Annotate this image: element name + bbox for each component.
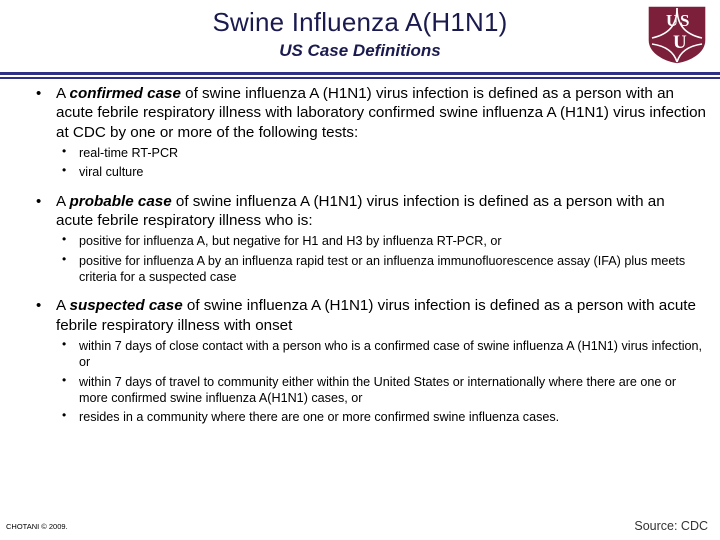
sub-list — [56, 145, 706, 181]
svg-text:U: U — [666, 11, 679, 30]
sub-item-text: within 7 days of close contact with a person who is a confirmed case of swine influenza A (H1N1) virus infection, or — [79, 338, 702, 370]
bullet-icon: • — [36, 297, 42, 315]
page-subtitle: US Case Definitions — [279, 40, 441, 60]
list-item — [56, 233, 706, 249]
svg-text:U: U — [673, 32, 687, 53]
sub-item-text: positive for influenza A, but negative for H1 and H3 by influenza RT-PCR, or — [79, 234, 502, 249]
header-divider — [0, 72, 720, 79]
definition-list — [14, 84, 706, 426]
definition-lead: A — [56, 85, 70, 102]
sub-list — [56, 338, 706, 426]
list-item — [56, 145, 706, 161]
list-item — [14, 192, 706, 286]
sub-list — [56, 233, 706, 285]
definition-text: of swine influenza A (H1N1) virus infection is defined as a person with an acute febrile respiratory illness with laboratory confirmed swine influenza A (H1N1) virus infection at CDC by one or more of the following tests: — [56, 85, 706, 141]
definition-term: probable case — [69, 192, 172, 210]
slide-content — [0, 84, 720, 437]
bullet-icon: • — [62, 163, 67, 178]
definition-lead: A — [56, 297, 70, 315]
bullet-icon: • — [36, 85, 42, 102]
sub-item-text: real-time RT-PCR — [79, 145, 179, 160]
sub-item-text: viral culture — [79, 165, 144, 180]
list-item — [14, 296, 706, 425]
definition-text: of swine influenza A (H1N1) virus infection is defined as a person with an acute febrile respiratory illness who is: — [56, 192, 665, 229]
sub-item-text: resides in a community where there are one or more confirmed swine influenza cases. — [79, 410, 560, 425]
bullet-icon: • — [62, 408, 67, 423]
list-item — [56, 374, 706, 407]
list-item — [14, 84, 706, 181]
bullet-icon: • — [62, 336, 67, 351]
definition-term: confirmed case — [69, 85, 181, 102]
definition-lead: A — [56, 192, 70, 210]
copyright-note: CHOTANI © 2009. — [6, 522, 68, 531]
list-item — [56, 164, 706, 180]
bullet-icon: • — [62, 143, 67, 158]
bullet-icon: • — [36, 192, 42, 210]
source-note: Source: CDC — [634, 519, 708, 533]
list-item — [56, 409, 706, 425]
bullet-icon: • — [62, 372, 67, 387]
bullet-icon: • — [62, 251, 67, 266]
divider-thin — [0, 77, 720, 79]
sub-item-text: positive for influenza A by an influenza rapid test or an influenza immunofluorescence assay (IFA) plus meets criteria for a suspected case — [79, 253, 686, 284]
list-item — [56, 253, 706, 286]
svg-text:S: S — [680, 11, 690, 30]
definition-term: suspected case — [69, 297, 183, 315]
list-item — [56, 338, 706, 371]
usuhs-shield-logo — [646, 4, 708, 66]
sub-item-text: within 7 days of travel to community either within the United States or internationally where there are one or more confirmed swine influenza A(H1N1) cases, or — [79, 374, 677, 405]
slide-header — [0, 0, 720, 76]
page-title: Swine Influenza A(H1N1) — [212, 7, 508, 37]
bullet-icon: • — [62, 232, 67, 247]
definition-text: of swine influenza A (H1N1) virus infection is defined as a person with acute febrile respiratory illness with onset — [56, 297, 696, 334]
